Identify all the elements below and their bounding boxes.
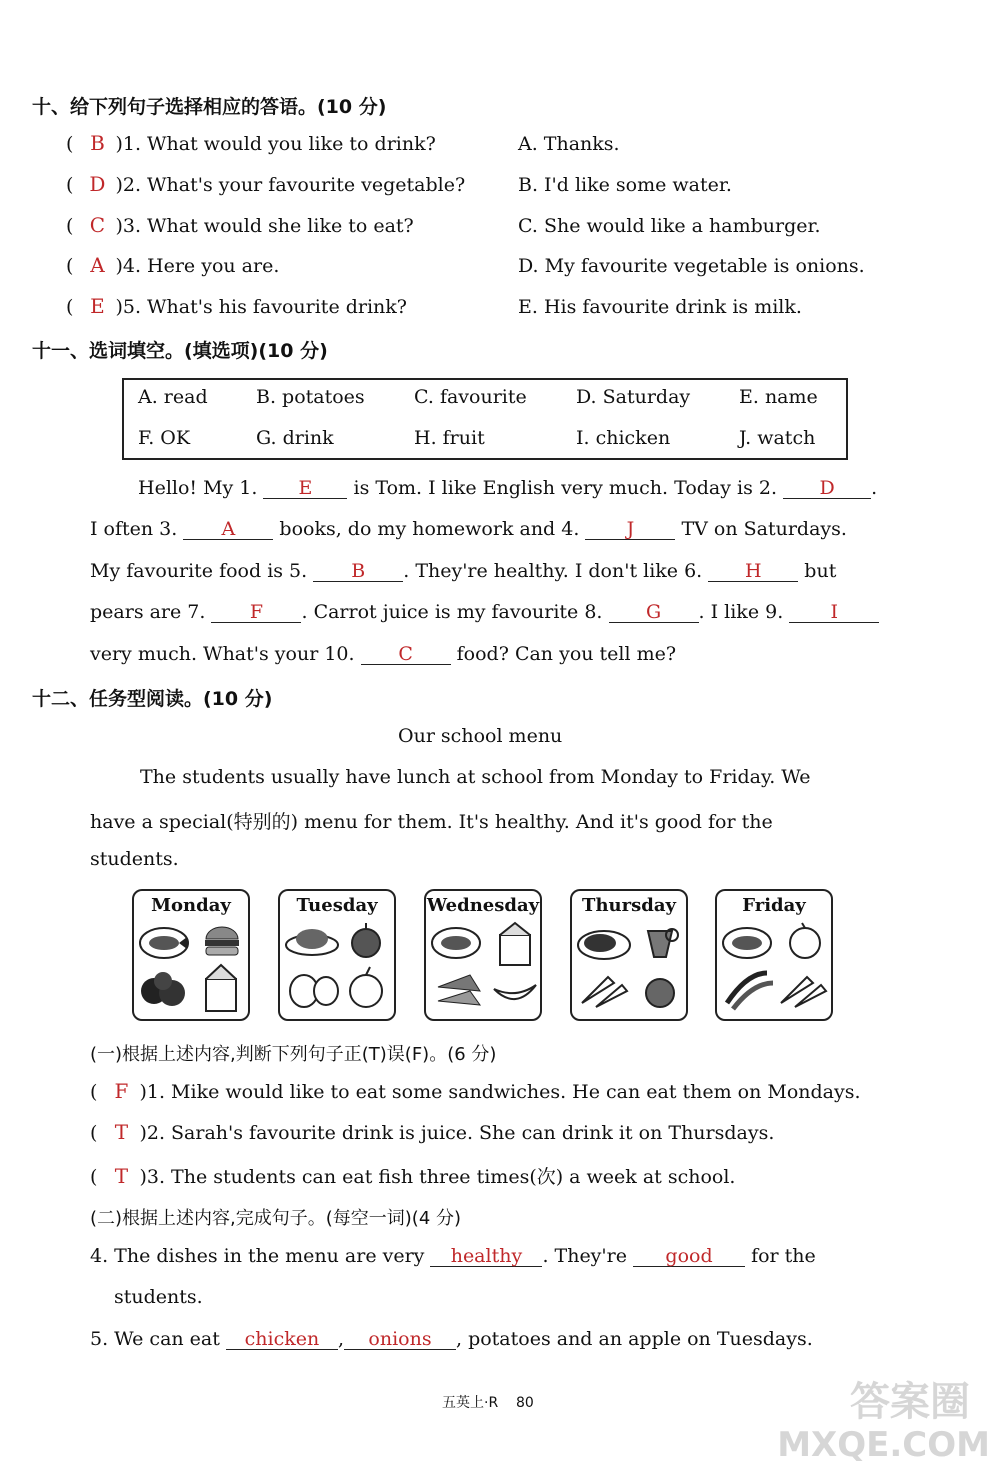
option-b: B. I'd like some water. — [518, 174, 732, 196]
word-i: I. chicken — [576, 427, 671, 449]
menu-food-icons — [719, 921, 829, 1015]
onion-icon — [352, 923, 380, 957]
orange-icon — [790, 923, 820, 958]
fish-plate-icon — [432, 928, 480, 958]
day-label: Thursday — [582, 895, 676, 916]
answer: B — [90, 131, 105, 155]
blank-4: J — [585, 519, 675, 540]
juice-glass-icon — [648, 929, 678, 957]
milk-carton-icon — [500, 923, 530, 965]
blank-8: G — [609, 602, 699, 623]
milk-carton-icon — [206, 965, 236, 1011]
option-e: E. His favourite drink is milk. — [518, 296, 802, 318]
word-c: C. favourite — [414, 386, 527, 408]
answer: C — [89, 213, 106, 237]
menu-card-thursday — [570, 889, 688, 1021]
option-a: A. Thanks. — [518, 133, 620, 155]
menu-card-wednesday — [424, 889, 542, 1021]
word-b: B. potatoes — [256, 386, 365, 408]
blank-10: C — [361, 644, 451, 665]
blank-good: good — [633, 1246, 745, 1267]
word-f: F. OK — [138, 427, 191, 449]
watermark-url: MXQE.COM — [777, 1425, 990, 1465]
onion-icon — [646, 979, 674, 1007]
menu-food-icons — [282, 921, 392, 1015]
answer: D — [89, 172, 106, 196]
day-label: Friday — [742, 895, 806, 916]
strawberries-icon — [141, 972, 185, 1006]
completion-item-5: 5. We can eat chicken , onions , potatoes and an apple on Tuesdays. — [90, 1328, 813, 1350]
menu-food-icons — [136, 921, 246, 1015]
day-label: Monday — [151, 895, 231, 916]
menu-food-icons — [428, 921, 538, 1015]
word-h: H. fruit — [414, 427, 485, 449]
blank-onions: onions — [344, 1329, 456, 1350]
reading-para-line-1: The students usually have lunch at school from Monday to Friday. We — [140, 766, 811, 788]
option-d: D. My favourite vegetable is onions. — [518, 255, 865, 277]
passage-line-4: pears are 7. F . Carrot juice is my favourite 8. G . I like 9. I — [90, 601, 879, 623]
blank-healthy: healthy — [430, 1246, 542, 1267]
steak-icon — [578, 931, 630, 959]
blank-3: A — [183, 519, 273, 540]
blank-9: I — [789, 602, 879, 623]
fish-plate-icon — [140, 928, 188, 958]
matching-item-1: ( B )1. What would you like to drink? — [66, 131, 436, 155]
page-number: 80 — [516, 1395, 534, 1411]
answer: A — [90, 253, 105, 277]
option-c: C. She would like a hamburger. — [518, 215, 821, 237]
day-label: Tuesday — [296, 895, 378, 916]
passage-line-3: My favourite food is 5. B . They're healthy. I don't like 6. H but — [90, 560, 837, 582]
sandwich-icon — [438, 975, 480, 1005]
matching-item-3: ( C )3. What would she like to eat? — [66, 213, 414, 237]
book-label: 五英上·R — [442, 1395, 499, 1411]
carrots-icon — [582, 977, 627, 1007]
word-j: J. watch — [739, 427, 816, 449]
hamburger-icon — [205, 927, 239, 955]
menu-card-monday — [132, 889, 250, 1021]
section-10-title: 十、给下列句子选择相应的答语。(10 分) — [32, 96, 387, 118]
blank-7: F — [211, 602, 301, 623]
answer: E — [90, 294, 105, 318]
menu-card-friday — [715, 889, 833, 1021]
matching-item-2: ( D )2. What's your favourite vegetable? — [66, 172, 466, 196]
tf-item-2: ( T )2. Sarah's favourite drink is juice. She can drink it on Thursdays. — [90, 1120, 775, 1144]
matching-item-4: ( A )4. Here you are. — [66, 253, 280, 277]
matching-item-5: ( E )5. What's his favourite drink? — [66, 294, 407, 318]
part-1-title: (一)根据上述内容,判断下列句子正(T)误(F)。(6 分) — [90, 1044, 497, 1065]
watermark-logo: 答案圈 — [850, 1379, 970, 1425]
passage-line-1: Hello! My 1. E is Tom. I like English very much. Today is 2. D . — [138, 477, 878, 499]
banana-icon — [494, 985, 536, 999]
reading-para-line-2: have a special(特别的) menu for them. It's healthy. And it's good for the — [90, 811, 773, 833]
blank-2: D — [783, 478, 871, 499]
reading-para-line-3: students. — [90, 848, 179, 870]
word-g: G. drink — [256, 427, 334, 449]
roast-chicken-icon — [286, 929, 338, 955]
blank-5: B — [313, 561, 403, 582]
completion-item-4-cont: students. — [114, 1286, 203, 1308]
tf-item-3: ( T )3. The students can eat fish three times(次) a week at school. — [90, 1164, 736, 1188]
page-footer — [442, 1392, 534, 1412]
tf-item-1: ( F )1. Mike would like to eat some sandwiches. He can eat them on Mondays. — [90, 1079, 861, 1103]
word-a: A. read — [138, 386, 208, 408]
fish-plate-icon — [723, 928, 771, 958]
reading-heading: Our school menu — [398, 725, 563, 747]
part-2-title: (二)根据上述内容,完成句子。(每空一词)(4 分) — [90, 1208, 462, 1229]
section-11-title: 十一、选词填空。(填选项)(10 分) — [32, 340, 328, 362]
word-bank — [122, 378, 848, 460]
blank-chicken: chicken — [226, 1329, 338, 1350]
word-e: E. name — [739, 386, 818, 408]
day-label: Wednesday — [426, 895, 540, 916]
word-d: D. Saturday — [576, 386, 691, 408]
apple-icon — [350, 967, 382, 1007]
completion-item-4: 4. The dishes in the menu are very healthy . They're good for the — [90, 1245, 816, 1267]
beans-icon — [727, 973, 773, 1009]
passage-line-5: very much. What's your 10. C food? Can you tell me? — [90, 643, 677, 665]
blank-1: E — [263, 478, 347, 499]
carrots-icon — [781, 977, 826, 1007]
passage-line-2: I often 3. A books, do my homework and 4. J TV on Saturdays. — [90, 518, 847, 540]
potatoes-icon — [290, 975, 338, 1007]
menu-food-icons — [574, 921, 684, 1015]
menu-card-tuesday — [278, 889, 396, 1021]
answer: F — [114, 1079, 129, 1103]
section-12-title: 十二、任务型阅读。(10 分) — [32, 688, 273, 710]
blank-6: H — [708, 561, 798, 582]
answer: T — [114, 1164, 129, 1188]
answer: T — [114, 1120, 129, 1144]
